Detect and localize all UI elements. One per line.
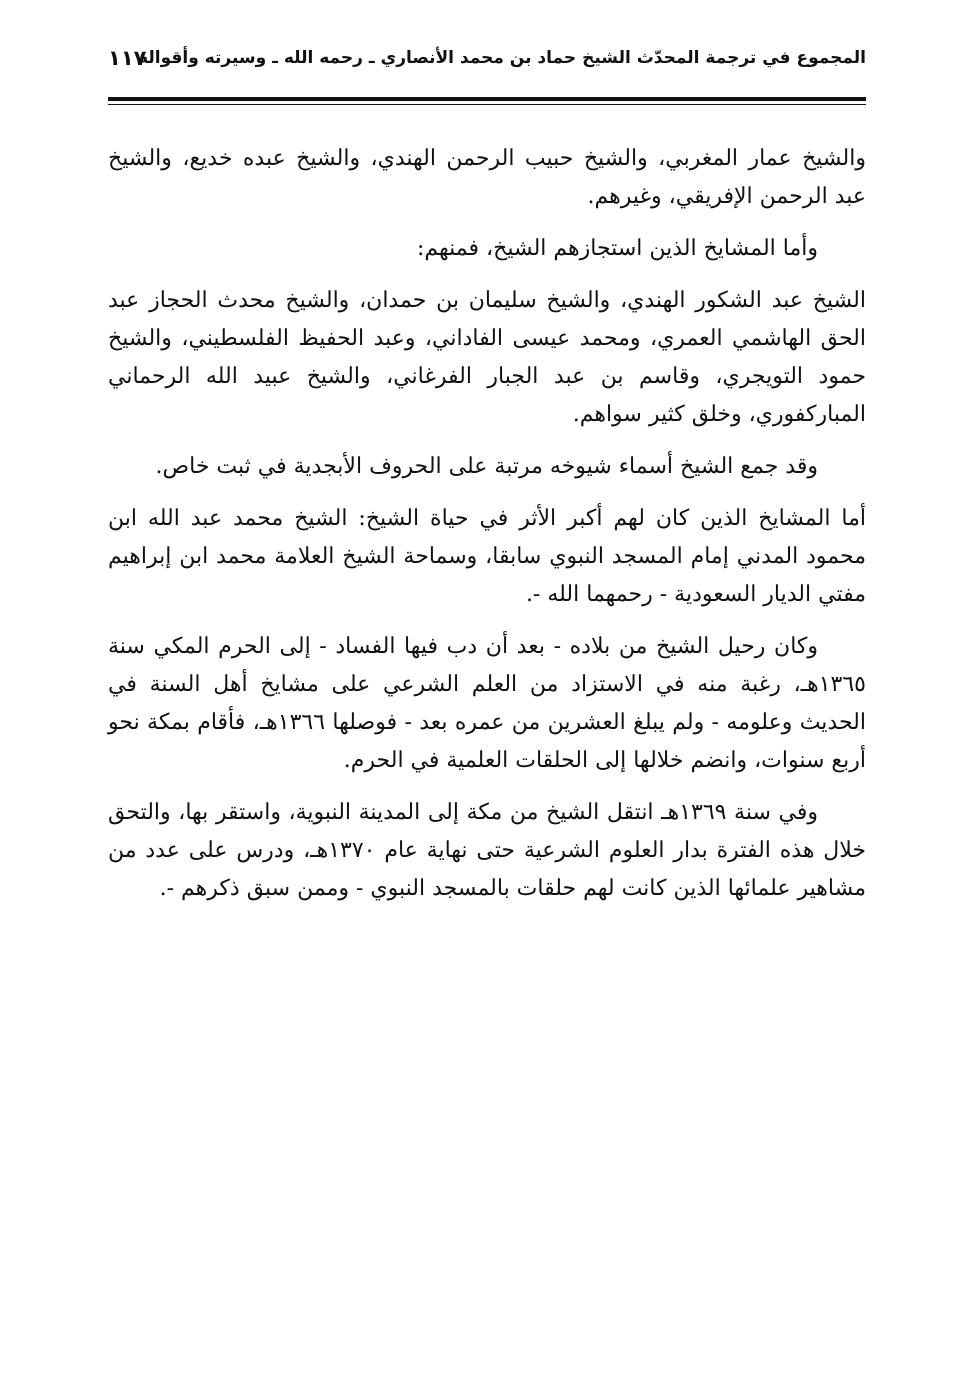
paragraph-2: وأما المشايخ الذين استجازهم الشيخ، فمنهم: xyxy=(416,236,818,261)
paragraph-1: والشيخ عمار المغربي، والشيخ حبيب الرحمن الهندي، والشيخ عبده خديع، والشيخ عبد الرحمن الإفريقي، وغيرهم. xyxy=(108,146,866,209)
header-rule-thick xyxy=(108,97,866,101)
page-body xyxy=(108,140,866,908)
paragraph-7: وفي سنة ١٣٦٩هـ انتقل الشيخ من مكة إلى المدينة النبوية، واستقر بها، والتحق خلال هذه الفترة بدار العلوم الشرعية حتى نهاية عام ١٣٧٠هـ، ودرس على عدد من مشاهير علمائها الذين كانت لهم حلقات بالمسجد النبوي - وممن سبق ذكرهم -. xyxy=(108,800,866,901)
paragraph-6: وكان رحيل الشيخ من بلاده - بعد أن دب فيها الفساد - إلى الحرم المكي سنة ١٣٦٥هـ، رغبة منه في الاستزاد من العلم الشرعي على مشايخ أهل السنة في الحديث وعلومه - ولم يبلغ العشرين من عمره بعد - فوصلها ١٣٦٦هـ، فأقام بمكة نحو أربع سنوات، وانضم خلالها إلى الحلقات العلمية في الحرم. xyxy=(108,634,866,773)
running-title: المجموع في ترجمة المحدّث الشيخ حماد بن محمد الأنصاري ـ رحمه الله ـ وسيرته وأقواله xyxy=(138,48,866,68)
header-rule-thin xyxy=(108,104,866,105)
page-number: ١١٧ xyxy=(108,46,147,70)
paragraph-4: وقد جمع الشيخ أسماء شيوخه مرتبة على الحروف الأبجدية في ثبت خاص. xyxy=(155,454,818,479)
page-header xyxy=(108,44,866,78)
paragraph-5: أما المشايخ الذين كان لهم أكبر الأثر في حياة الشيخ: الشيخ محمد عبد الله ابن محمود المدني إمام المسجد النبوي سابقا، وسماحة الشيخ العلامة محمد ابن إبراهيم مفتي الديار السعودية - رحمهما الله -. xyxy=(108,506,866,607)
paragraph-3: الشيخ عبد الشكور الهندي، والشيخ سليمان بن حمدان، والشيخ محدث الحجاز عبد الحق الهاشمي العمري، ومحمد عيسى الفاداني، وعبد الحفيظ الفلسطيني، والشيخ حمود التويجري، وقاسم بن عبد الجبار الفرغاني، والشيخ عبيد الله الرحماني المباركفوري، وخلق كثير سواهم. xyxy=(108,288,866,427)
